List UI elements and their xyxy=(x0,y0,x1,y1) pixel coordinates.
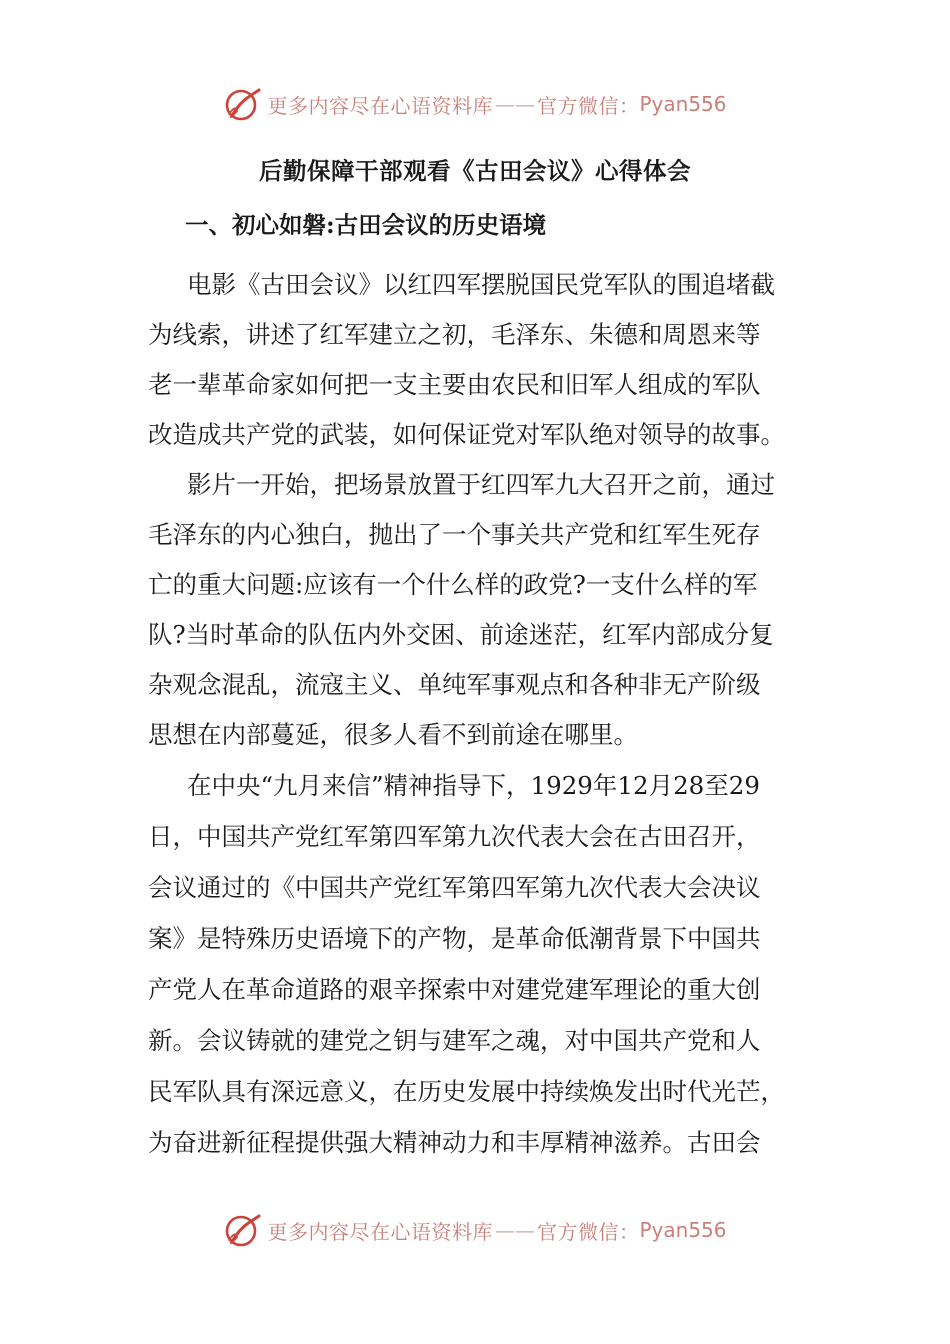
text-line: 民军队具有深远意义，在历史发展中持续焕发出时代光芒， xyxy=(148,1077,785,1106)
footer-watermark-banner xyxy=(0,1208,950,1252)
text-line: 杂观念混乱，流寇主义、单纯军事观点和各种非无产阶级 xyxy=(148,670,761,699)
text-line: 思想在内部蔓延，很多人看不到前途在哪里。 xyxy=(148,720,638,749)
document-title: 后勤保障干部观看《古田会议》心得体会 xyxy=(259,157,691,185)
text-line: 电影《古田会议》以红四军摆脱国民党军队的围追堵截 xyxy=(187,270,775,299)
text-line: 日，中国共产党红军第四军第九次代表大会在古田召开， xyxy=(148,822,761,851)
text-line: 改造成共产党的武装，如何保证党对军队绝对领导的故事。 xyxy=(148,420,785,449)
text-line: 老一辈革命家如何把一支主要由农民和旧军人组成的军队 xyxy=(148,370,761,399)
text-line: 为奋进新征程提供强大精神动力和丰厚精神滋养。古田会 xyxy=(148,1128,761,1157)
banner-text: 更多内容尽在心语资料库 xyxy=(267,93,493,118)
text-line: 毛泽东的内心独白，抛出了一个事关共产党和红军生死存 xyxy=(148,520,761,549)
banner-wechat-id: Pyan556 xyxy=(639,1218,727,1242)
text-line: 影片一开始，把场景放置于红四军九大召开之前，通过 xyxy=(187,470,775,499)
text-line: 会议通过的《中国共产党红军第四军第九次代表大会决议 xyxy=(148,873,761,902)
text-line: 在中央“九月来信”精神指导下，1929年12月28至29 xyxy=(187,771,760,800)
text-line: 队?当时革命的队伍内外交困、前途迷茫，红军内部成分复 xyxy=(148,620,774,649)
banner-wechat-label: 官方微信： xyxy=(536,1219,640,1244)
pen-logo-icon xyxy=(223,1210,263,1250)
banner-wechat-label: 官方微信： xyxy=(536,93,640,118)
pen-logo-icon xyxy=(223,84,263,124)
text-line: 产党人在革命道路的艰辛探索中对建党建军理论的重大创 xyxy=(148,975,761,1004)
text-line: 为线索，讲述了红军建立之初，毛泽东、朱德和周恩来等 xyxy=(148,320,761,349)
banner-separator: —— xyxy=(494,92,535,116)
banner-text: 更多内容尽在心语资料库 xyxy=(267,1219,493,1244)
text-line: 新。会议铸就的建党之钥与建军之魂，对中国共产党和人 xyxy=(148,1026,761,1055)
text-line: 亡的重大问题:应该有一个什么样的政党?一支什么样的军 xyxy=(148,570,758,599)
banner-wechat-id: Pyan556 xyxy=(639,92,727,116)
header-watermark-banner xyxy=(0,82,950,126)
section-heading: 一、初心如磐:古田会议的历史语境 xyxy=(185,211,547,239)
banner-separator: —— xyxy=(494,1218,535,1242)
text-line: 案》是特殊历史语境下的产物，是革命低潮背景下中国共 xyxy=(148,924,761,953)
